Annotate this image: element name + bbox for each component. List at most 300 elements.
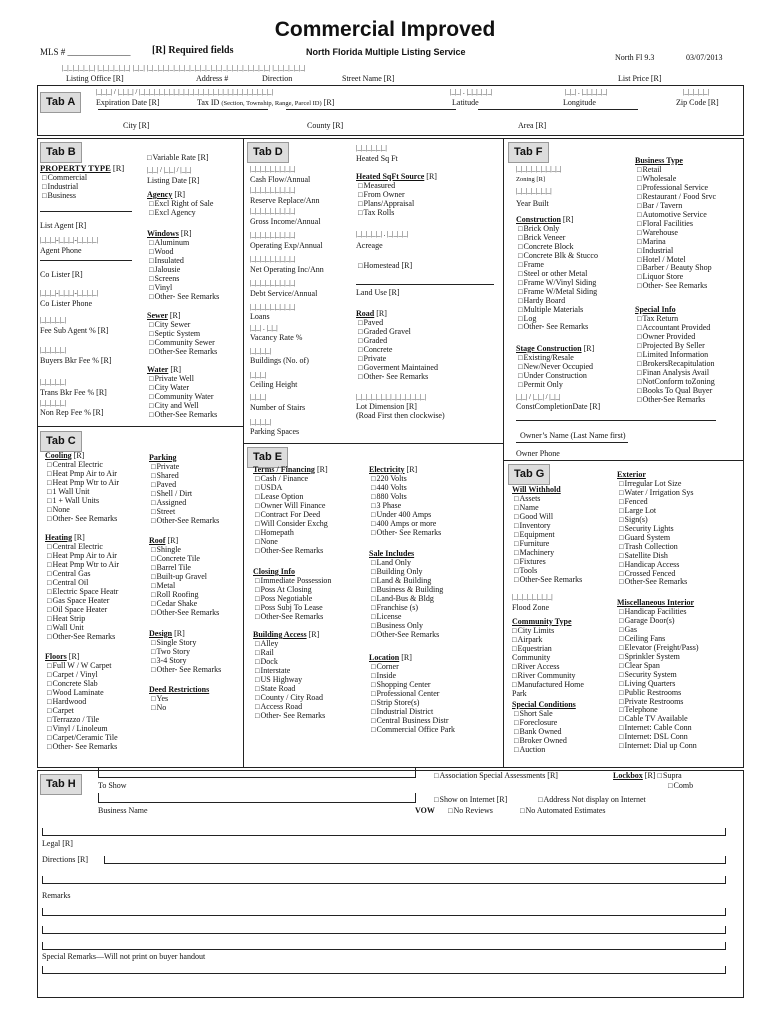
windows-aluminum[interactable]: □ Aluminum (149, 239, 219, 248)
biz-professional[interactable]: □ Professional Service (637, 184, 716, 193)
construction-brick-only[interactable]: □ Brick Only (518, 225, 598, 234)
sale-building-only[interactable]: □ Building Only (371, 568, 443, 577)
lockbox-supra[interactable]: □ Supra (657, 771, 681, 780)
sale-franchise[interactable]: □ Franchise (s) (371, 604, 443, 613)
community-airpark[interactable]: □ Airpark (512, 636, 584, 645)
heating-heat-strip[interactable]: □ Heat Strip (47, 615, 119, 624)
biz-liquor[interactable]: □ Liquor Store (637, 273, 716, 282)
floors-wood-laminate[interactable]: □ Wood Laminate (47, 689, 118, 698)
opex-blank[interactable]: |_|_|_|_|_|_|_|_|_| (250, 231, 296, 239)
withhold-furniture[interactable]: □ Furniture (514, 540, 582, 549)
access-dock[interactable]: □ Dock (255, 658, 325, 667)
construction-log[interactable]: □ Log (518, 315, 598, 324)
misc-clear-span[interactable]: □ Clear Span (619, 662, 699, 671)
heating-other[interactable]: □ Other-See Remarks (47, 633, 119, 642)
area-line[interactable] (478, 109, 638, 110)
show-internet-checkbox[interactable]: □ Show on Internet [R] (434, 796, 507, 805)
reserve-label: Reserve Replace/Ann (250, 196, 320, 205)
land-use-label: Land Use [R] (356, 288, 400, 297)
ext-trash[interactable]: □ Trash Collection (619, 543, 693, 552)
property-type-commercial[interactable]: □ Commercial (42, 174, 87, 183)
sale-license[interactable]: □ License (371, 613, 443, 622)
withhold-other[interactable]: □ Other-See Remarks (514, 576, 582, 585)
sqft-source-label: Heated SqFt Source (356, 172, 425, 181)
business-name-line[interactable] (98, 793, 416, 803)
heating-gas-space[interactable]: □ Gas Space Heater (47, 597, 119, 606)
windows-other[interactable]: □ Other- See Remarks (149, 293, 219, 302)
terms-none[interactable]: □ None (255, 538, 328, 547)
access-us-highway[interactable]: □ US Highway (255, 676, 325, 685)
water-private-well[interactable]: □ Private Well (149, 375, 217, 384)
floors-terrazzo[interactable]: □ Terrazzo / Tile (47, 716, 118, 725)
special-projected[interactable]: □ Projected By Seller (637, 342, 715, 351)
special-limited[interactable]: □ Limited Information (637, 351, 715, 360)
remarks-line-1[interactable] (42, 908, 726, 916)
misc-ceiling-fans[interactable]: □ Ceiling Fans (619, 635, 699, 644)
remarks-line-2[interactable] (42, 926, 726, 934)
no-automated-estimates-checkbox[interactable]: □ No Automated Estimates (520, 807, 606, 816)
stage-under-construction[interactable]: □ Under Construction (518, 372, 593, 381)
parking-spaces-blank[interactable]: |_|_|_|_| (250, 418, 272, 426)
tab-a-blanks[interactable]: |_|_|_| / |_|_|_| / |_|_|_|_|_|_|_|_|_|_|_|_|_|_|_|_|_|_|_|_|_|_|_|_|_|_|_| (96, 88, 273, 96)
special-owner[interactable]: □ Owner Provided (637, 333, 715, 342)
access-rail[interactable]: □ Rail (255, 649, 325, 658)
co-lister-line[interactable] (40, 260, 132, 261)
design-3-4[interactable]: □ 3-4 Story (151, 657, 221, 666)
withhold-tools[interactable]: □ Tools (514, 567, 582, 576)
road-graded-gravel[interactable]: □ Graded Gravel (358, 328, 438, 337)
agent-phone-label: Agent Phone (40, 246, 82, 255)
zoning-blank[interactable]: |_|_|_|_|_|_|_|_|_| (516, 165, 562, 173)
ext-handicap[interactable]: □ Handicap Access (619, 561, 693, 570)
fee-sub-blank[interactable]: |_|_|_|_|_| (40, 316, 66, 324)
ceiling-blank[interactable]: |_|_|_| (250, 371, 267, 379)
misc-internet-dialup[interactable]: □ Internet: Dial up Conn (619, 742, 699, 751)
misc-handicap[interactable]: □ Handicap Facilities (619, 608, 699, 617)
owner-phone-line[interactable] (516, 442, 628, 443)
construction-label: Construction (516, 215, 561, 224)
sewer-other[interactable]: □ Other-See Remarks (149, 348, 217, 357)
construction-frame-metal[interactable]: □ Frame W/Metal Siding (518, 288, 598, 297)
condition-foreclosure[interactable]: □ Foreclosure (514, 719, 567, 728)
withhold-fixtures[interactable]: □ Fixtures (514, 558, 582, 567)
withhold-equipment[interactable]: □ Equipment (514, 531, 582, 540)
source-tax-rolls[interactable]: □ Tax Rolls (358, 209, 414, 218)
design-label: Design (149, 629, 173, 638)
ext-other[interactable]: □ Other-See Remarks (619, 578, 693, 587)
directions-line-2[interactable] (42, 876, 726, 884)
parking-shell[interactable]: □ Shell / Dirt (151, 490, 219, 499)
land-use-line[interactable] (356, 284, 494, 285)
biz-automotive[interactable]: □ Automotive Service (637, 211, 716, 220)
city-line[interactable] (98, 109, 268, 110)
ext-satellite[interactable]: □ Satellite Dish (619, 552, 693, 561)
withhold-assets[interactable]: □ Assets (514, 495, 582, 504)
loc-corner[interactable]: □ Corner (371, 663, 455, 672)
misc-internet-cable[interactable]: □ Internet: Cable Conn (619, 724, 699, 733)
community-manufactured[interactable]: □ Manufactured Home (512, 681, 584, 690)
property-type-industrial[interactable]: □ Industrial (42, 183, 87, 192)
access-other[interactable]: □ Other- See Remarks (255, 712, 325, 721)
ext-security-lights[interactable]: □ Security Lights (619, 525, 693, 534)
withhold-inventory[interactable]: □ Inventory (514, 522, 582, 531)
buildings-blank[interactable]: |_|_|_|_| (250, 347, 272, 355)
cooling-wall-units[interactable]: □ 1 + Wall Units (47, 497, 119, 506)
business-name-label: Business Name (98, 806, 148, 815)
stage-existing[interactable]: □ Existing/Resale (518, 354, 593, 363)
road-government[interactable]: □ Goverment Maintained (358, 364, 438, 373)
construction-steel[interactable]: □ Steel or other Metal (518, 270, 598, 279)
assoc-assessments-checkbox[interactable]: □ Association Special Assessments [R] (434, 772, 558, 781)
homestead-checkbox[interactable]: □ Homestead [R] (358, 262, 412, 271)
misc-gas[interactable]: □ Gas (619, 626, 699, 635)
floors-list (47, 662, 118, 752)
condition-short-sale[interactable]: □ Short Sale (514, 710, 567, 719)
buyers-bkr-blank[interactable]: |_|_|_|_|_| (40, 346, 66, 354)
ext-irregular-lot[interactable]: □ Irregular Lot Size (619, 480, 693, 489)
roof-shingle[interactable]: □ Shingle (151, 546, 219, 555)
sale-land-bus-bldg[interactable]: □ Land-Bus & Bldg (371, 595, 443, 604)
source-measured[interactable]: □ Measured (358, 182, 414, 191)
construction-brick-veneer[interactable]: □ Brick Veneer (518, 234, 598, 243)
special-brokers[interactable]: □ BrokersRecapitulation (637, 360, 715, 369)
ext-guard[interactable]: □ Guard System (619, 534, 693, 543)
parking-other[interactable]: □ Other-See Remarks (151, 517, 219, 526)
misc-cable-tv[interactable]: □ Cable TV Available (619, 715, 699, 724)
community-river[interactable]: □ River Community (512, 672, 584, 681)
roof-roll[interactable]: □ Roll Roofing (151, 591, 219, 600)
sale-other[interactable]: □ Other-See Remarks (371, 631, 443, 640)
heating-heat-pump-water[interactable]: □ Heat Pmp Wtr to Air (47, 561, 119, 570)
construction-frame-vinyl[interactable]: □ Frame W/Vinyl Siding (518, 279, 598, 288)
vacancy-blank[interactable]: |_|_| . |_|_| (250, 324, 278, 332)
property-type-label: PROPERTY TYPE (40, 163, 111, 173)
lockbox-req: [R] (644, 771, 656, 780)
ext-large-lot[interactable]: □ Large Lot (619, 507, 693, 516)
reserve-blank[interactable]: |_|_|_|_|_|_|_|_|_| (250, 186, 296, 194)
cooling-heat-pump-air[interactable]: □ Heat Pmp Air to Air (47, 470, 119, 479)
sale-business-only[interactable]: □ Business Only (371, 622, 443, 631)
sewer-community[interactable]: □ Community Sewer (149, 339, 217, 348)
design-other[interactable]: □ Other- See Remarks (151, 666, 221, 675)
heating-oil-space[interactable]: □ Oil Space Heater (47, 606, 119, 615)
floors-full-carpet[interactable]: □ Full W / W Carpet (47, 662, 118, 671)
agency-req: [R] (174, 190, 185, 199)
gross-blank[interactable]: |_|_|_|_|_|_|_|_|_| (250, 207, 296, 215)
special-remarks-line[interactable] (42, 966, 726, 974)
floors-vinyl[interactable]: □ Vinyl / Linoleum (47, 725, 118, 734)
longitude-blank[interactable]: |_|_| . |_|_|_|_|_| (565, 88, 608, 96)
cooling-other[interactable]: □ Other- See Remarks (47, 515, 119, 524)
biz-hotel[interactable]: □ Hotel / Motel (637, 256, 716, 265)
withhold-good-will[interactable]: □ Good Will (514, 513, 582, 522)
loc-strip[interactable]: □ Strip Store(s) (371, 699, 455, 708)
noi-blank[interactable]: |_|_|_|_|_|_|_|_|_| (250, 255, 296, 263)
terms-label: Terms / Financing (253, 465, 315, 474)
sewer-city[interactable]: □ City Sewer (149, 321, 217, 330)
loc-central-business[interactable]: □ Central Business Distr (371, 717, 455, 726)
terms-owner-finance[interactable]: □ Owner Will Finance (255, 502, 328, 511)
road-other[interactable]: □ Other- See Remarks (358, 373, 438, 382)
terms-exchange[interactable]: □ Will Consider Exchg (255, 520, 328, 529)
construction-multiple[interactable]: □ Multiple Materials (518, 306, 598, 315)
misc-garage-doors[interactable]: □ Garage Door(s) (619, 617, 699, 626)
roof-concrete-tile[interactable]: □ Concrete Tile (151, 555, 219, 564)
windows-screens[interactable]: □ Screens (149, 275, 219, 284)
design-two[interactable]: □ Two Story (151, 648, 221, 657)
biz-warehouse[interactable]: □ Warehouse (637, 229, 716, 238)
roof-other[interactable]: □ Other-See Remarks (151, 609, 219, 618)
windows-insulated[interactable]: □ Insulated (149, 257, 219, 266)
cooling-heat-pump-water[interactable]: □ Heat Pmp Wtr to Air (47, 479, 119, 488)
misc-living-quarters[interactable]: □ Living Quarters (619, 680, 699, 689)
condition-bank-owned[interactable]: □ Bank Owned (514, 728, 567, 737)
misc-security[interactable]: □ Security System (619, 671, 699, 680)
special-finan[interactable]: □ Finan Analysis Avail (637, 369, 715, 378)
list-agent-line[interactable] (40, 211, 132, 212)
elec-under-400[interactable]: □ Under 400 Amps (371, 511, 441, 520)
windows-wood[interactable]: □ Wood (149, 248, 219, 257)
special-accountant[interactable]: □ Accountant Provided (637, 324, 715, 333)
tab-e-header: Tab E (247, 447, 288, 468)
cooling-central-electric[interactable]: □ Central Electric (47, 461, 119, 470)
co-lister-phone-blank[interactable]: |_|_|_|-|_|_|_|-|_|_|_|_| (40, 289, 98, 297)
source-plans[interactable]: □ Plans/Appraisal (358, 200, 414, 209)
elec-220[interactable]: □ 220 Volts (371, 475, 441, 484)
heating-central-electric[interactable]: □ Central Electric (47, 543, 119, 552)
agent-phone-blank[interactable]: |_|_|_|-|_|_|_|-|_|_|_|_| (40, 236, 98, 244)
agency-excl-right[interactable]: □ Excl Right of Sale (149, 200, 213, 209)
parking-shared[interactable]: □ Shared (151, 472, 219, 481)
sewer-septic[interactable]: □ Septic System (149, 330, 217, 339)
heating-central-gas[interactable]: □ Central Gas (47, 570, 119, 579)
elec-880[interactable]: □ 880 Volts (371, 493, 441, 502)
heating-label: Heating (45, 533, 73, 542)
closing-subj-lease[interactable]: □ Poss Subj To Lease (255, 604, 331, 613)
acreage-blank[interactable]: |_|_|_|_|_| . |_|_|_|_| (356, 230, 409, 238)
directions-line-1[interactable] (104, 856, 726, 864)
elec-440[interactable]: □ 440 Volts (371, 484, 441, 493)
roof-metal[interactable]: □ Metal (151, 582, 219, 591)
road-graded[interactable]: □ Graded (358, 337, 438, 346)
heating-central-oil[interactable]: □ Central Oil (47, 579, 119, 588)
debt-label: Debt Service/Annual (250, 289, 318, 298)
access-interstate[interactable]: □ Interstate (255, 667, 325, 676)
closing-immediate[interactable]: □ Immediate Possession (255, 577, 331, 586)
windows-jalousie[interactable]: □ Jalousie (149, 266, 219, 275)
ext-crossed-fenced[interactable]: □ Crossed Fenced (619, 570, 693, 579)
terms-usda[interactable]: □ USDA (255, 484, 328, 493)
zip-blank[interactable]: |_|_|_|_|_| (683, 88, 709, 96)
sewer-label: Sewer (147, 311, 168, 320)
address-not-display-checkbox[interactable]: □ Address Not display on Internet (538, 796, 646, 805)
construction-concrete-block[interactable]: □ Concrete Block (518, 243, 598, 252)
mls-label[interactable]: MLS # ______________ (40, 47, 131, 57)
biz-marina[interactable]: □ Marina (637, 238, 716, 247)
source-from-owner[interactable]: □ From Owner (358, 191, 414, 200)
terms-lease-option[interactable]: □ Lease Option (255, 493, 328, 502)
deed-yes[interactable]: □ Yes (151, 695, 168, 704)
loc-shopping[interactable]: □ Shopping Center (371, 681, 455, 690)
buildings-label: Buildings (No. of) (250, 356, 309, 365)
roof-barrel-tile[interactable]: □ Barrel Tile (151, 564, 219, 573)
withhold-machinery[interactable]: □ Machinery (514, 549, 582, 558)
no-reviews-checkbox[interactable]: □ No Reviews (448, 807, 493, 816)
closing-negotiable[interactable]: □ Poss Negotiable (255, 595, 331, 604)
biz-wholesale[interactable]: □ Wholesale (637, 175, 716, 184)
cooling-1-wall[interactable]: □ 1 Wall Unit (47, 488, 119, 497)
heating-wall-unit[interactable]: □ Wall Unit (47, 624, 119, 633)
loc-professional[interactable]: □ Professional Center (371, 690, 455, 699)
biz-barber[interactable]: □ Barber / Beauty Shop (637, 264, 716, 273)
construction-other[interactable]: □ Other- See Remarks (518, 323, 598, 332)
water-city[interactable]: □ City Water (149, 384, 217, 393)
biz-floral[interactable]: □ Floral Facilities (637, 220, 716, 229)
trans-bkr-blank[interactable]: |_|_|_|_|_| (40, 378, 66, 386)
special-tax-return[interactable]: □ Tax Return (637, 315, 715, 324)
design-single[interactable]: □ Single Story (151, 639, 221, 648)
withhold-name[interactable]: □ Name (514, 504, 582, 513)
flood-zone-blank[interactable]: |_|_|_|_|_|_|_|_| (512, 593, 553, 601)
cash-flow-blank[interactable]: |_|_|_|_|_|_|_|_|_| (250, 165, 296, 173)
building-access-label: Building Access (253, 630, 307, 639)
ext-irrigation[interactable]: □ Water / Irrigation Sys (619, 489, 693, 498)
cooling-list (47, 461, 119, 524)
floors-carpet-vinyl[interactable]: □ Carpet / Vinyl (47, 671, 118, 680)
parking-assigned[interactable]: □ Assigned (151, 499, 219, 508)
misc-telephone[interactable]: □ Telephone (619, 706, 699, 715)
construction-concrete-stucco[interactable]: □ Concrete Blk & Stucco (518, 252, 598, 261)
floors-carpet-ceramic[interactable]: □ Carpet/Ceramic Tile (47, 734, 118, 743)
non-rep-blank[interactable]: |_|_|_|_|_| (40, 399, 66, 407)
terms-other[interactable]: □ Other-See Remarks (255, 547, 328, 556)
community-equestrian[interactable]: □ Equestrian (512, 645, 584, 654)
misc-public-restrooms[interactable]: □ Public Restrooms (619, 689, 699, 698)
lockbox-comb[interactable]: □ Comb (668, 782, 693, 791)
deed-no[interactable]: □ No (151, 704, 168, 713)
stage-new[interactable]: □ New/Never Occupied (518, 363, 593, 372)
terms-cash[interactable]: □ Cash / Finance (255, 475, 328, 484)
biz-restaurant[interactable]: □ Restaurant / Food Srvc (637, 193, 716, 202)
year-built-blank[interactable]: |_|_|_|_|_|_|_| (516, 187, 552, 195)
special-notconform[interactable]: □ NotConform toZoning (637, 378, 715, 387)
debt-blank[interactable]: |_|_|_|_|_|_|_|_|_| (250, 279, 296, 287)
floors-carpet[interactable]: □ Carpet (47, 707, 118, 716)
floors-hardwood[interactable]: □ Hardwood (47, 698, 118, 707)
design-req: [R] (174, 629, 185, 638)
special-other[interactable]: □ Other-See Remarks (637, 396, 715, 405)
windows-vinyl[interactable]: □ Vinyl (149, 284, 219, 293)
misc-elevator[interactable]: □ Elevator (Freight/Pass) (619, 644, 699, 653)
water-community[interactable]: □ Community Water (149, 393, 217, 402)
parking-street[interactable]: □ Street (151, 508, 219, 517)
parking-paved[interactable]: □ Paved (151, 481, 219, 490)
loans-blank[interactable]: |_|_|_|_|_|_|_|_|_| (250, 303, 296, 311)
to-show-line[interactable] (98, 768, 416, 778)
stage-permit-only[interactable]: □ Permit Only (518, 381, 593, 390)
roof-built-up[interactable]: □ Built-up Gravel (151, 573, 219, 582)
tax-id-note: (Section, Township, Range, Parcel ID) (221, 100, 322, 107)
sale-business-building[interactable]: □ Business & Building (371, 586, 443, 595)
road-private[interactable]: □ Private (358, 355, 438, 364)
stairs-blank[interactable]: |_|_|_| (250, 393, 267, 401)
agency-excl-agency[interactable]: □ Excl Agency (149, 209, 213, 218)
condition-auction[interactable]: □ Auction (514, 746, 567, 755)
county-line[interactable] (286, 109, 456, 110)
misc-sprinkler[interactable]: □ Sprinkler System (619, 653, 699, 662)
floors-other[interactable]: □ Other- See Remarks (47, 743, 118, 752)
legal-line-1[interactable] (42, 828, 726, 836)
terms-homepath[interactable]: □ Homepath (255, 529, 328, 538)
loc-inside[interactable]: □ Inside (371, 672, 455, 681)
exterior-list (619, 480, 693, 587)
biz-retail[interactable]: □ Retail (637, 166, 716, 175)
water-other[interactable]: □ Other-See Remarks (149, 411, 217, 420)
closing-at-closing[interactable]: □ Poss At Closing (255, 586, 331, 595)
water-city-and-well[interactable]: □ City and Well (149, 402, 217, 411)
roof-cedar[interactable]: □ Cedar Shake (151, 600, 219, 609)
top-row-blanks[interactable]: |_|_|_|_|_|_| |_|_|_|_|_|_| |_|_| |_|_|_|_|_|_|_|_|_|_|_|_|_|_|_|_|_|_|_|_|_|_|_| |_|_|_|_|_|_| (62, 64, 306, 72)
lot-dimension-blank[interactable]: |_|_|_|_|_|_|_|_|_|_|_|_|_|_| (356, 393, 427, 401)
loc-industrial[interactable]: □ Industrial District (371, 708, 455, 717)
cooling-none[interactable]: □ None (47, 506, 119, 515)
listing-date-blank[interactable]: |_|_| / |_|_| / |_|_| (147, 166, 192, 174)
community-river-access[interactable]: □ River Access (512, 663, 584, 672)
misc-internet-dsl[interactable]: □ Internet: DSL Conn (619, 733, 699, 742)
windows-req: [R] (180, 229, 192, 238)
owner-name-line[interactable] (516, 420, 716, 421)
construction-frame[interactable]: □ Frame (518, 261, 598, 270)
access-county-road[interactable]: □ County / City Road (255, 694, 325, 703)
misc-private-restrooms[interactable]: □ Private Restrooms (619, 698, 699, 707)
road-concrete[interactable]: □ Concrete (358, 346, 438, 355)
access-alley[interactable]: □ Alley (255, 640, 325, 649)
sale-land-building[interactable]: □ Land & Building (371, 577, 443, 586)
ext-fenced[interactable]: □ Fenced (619, 498, 693, 507)
windows-label: Windows (147, 229, 179, 238)
heating-electric-space[interactable]: □ Electric Space Heatr (47, 588, 119, 597)
special-books[interactable]: □ Books To Qual Buyer (637, 387, 715, 396)
const-date-blank[interactable]: |_|_| / |_|_| / |_|_| (516, 393, 561, 401)
heated-sqft-blank[interactable]: |_|_|_|_|_|_| (356, 144, 387, 152)
ext-signs[interactable]: □ Sign(s) (619, 516, 693, 525)
access-access-road[interactable]: □ Access Road (255, 703, 325, 712)
terms-contract-deed[interactable]: □ Contract For Deed (255, 511, 328, 520)
floors-label: Floors (45, 652, 67, 661)
road-paved[interactable]: □ Paved (358, 319, 438, 328)
access-state-road[interactable]: □ State Road (255, 685, 325, 694)
floors-concrete-slab[interactable]: □ Concrete Slab (47, 680, 118, 689)
remarks-line-3[interactable] (42, 942, 726, 950)
elec-other[interactable]: □ Other- See Remarks (371, 529, 441, 538)
elec-400-plus[interactable]: □ 400 Amps or more (371, 520, 441, 529)
latitude-blank[interactable]: |_|_| . |_|_|_|_|_| (450, 88, 493, 96)
closing-other[interactable]: □ Other-See Remarks (255, 613, 331, 622)
biz-other[interactable]: □ Other- See Remarks (637, 282, 716, 291)
biz-bar[interactable]: □ Bar / Tavern (637, 202, 716, 211)
elec-3-phase[interactable]: □ 3 Phase (371, 502, 441, 511)
loc-office-park[interactable]: □ Commercial Office Park (371, 726, 455, 735)
parking-private[interactable]: □ Private (151, 463, 219, 472)
heating-heat-pump-air[interactable]: □ Heat Pmp Air to Air (47, 552, 119, 561)
construction-hardy-board[interactable]: □ Hardy Board (518, 297, 598, 306)
sale-land-only[interactable]: □ Land Only (371, 559, 443, 568)
condition-broker-owned[interactable]: □ Broker Owned (514, 737, 567, 746)
property-type-business[interactable]: □ Business (42, 192, 87, 201)
community-city-limits[interactable]: □ City Limits (512, 627, 584, 636)
variable-rate-checkbox[interactable]: □ Variable Rate [R] (147, 154, 209, 163)
biz-industrial[interactable]: □ Industrial (637, 247, 716, 256)
